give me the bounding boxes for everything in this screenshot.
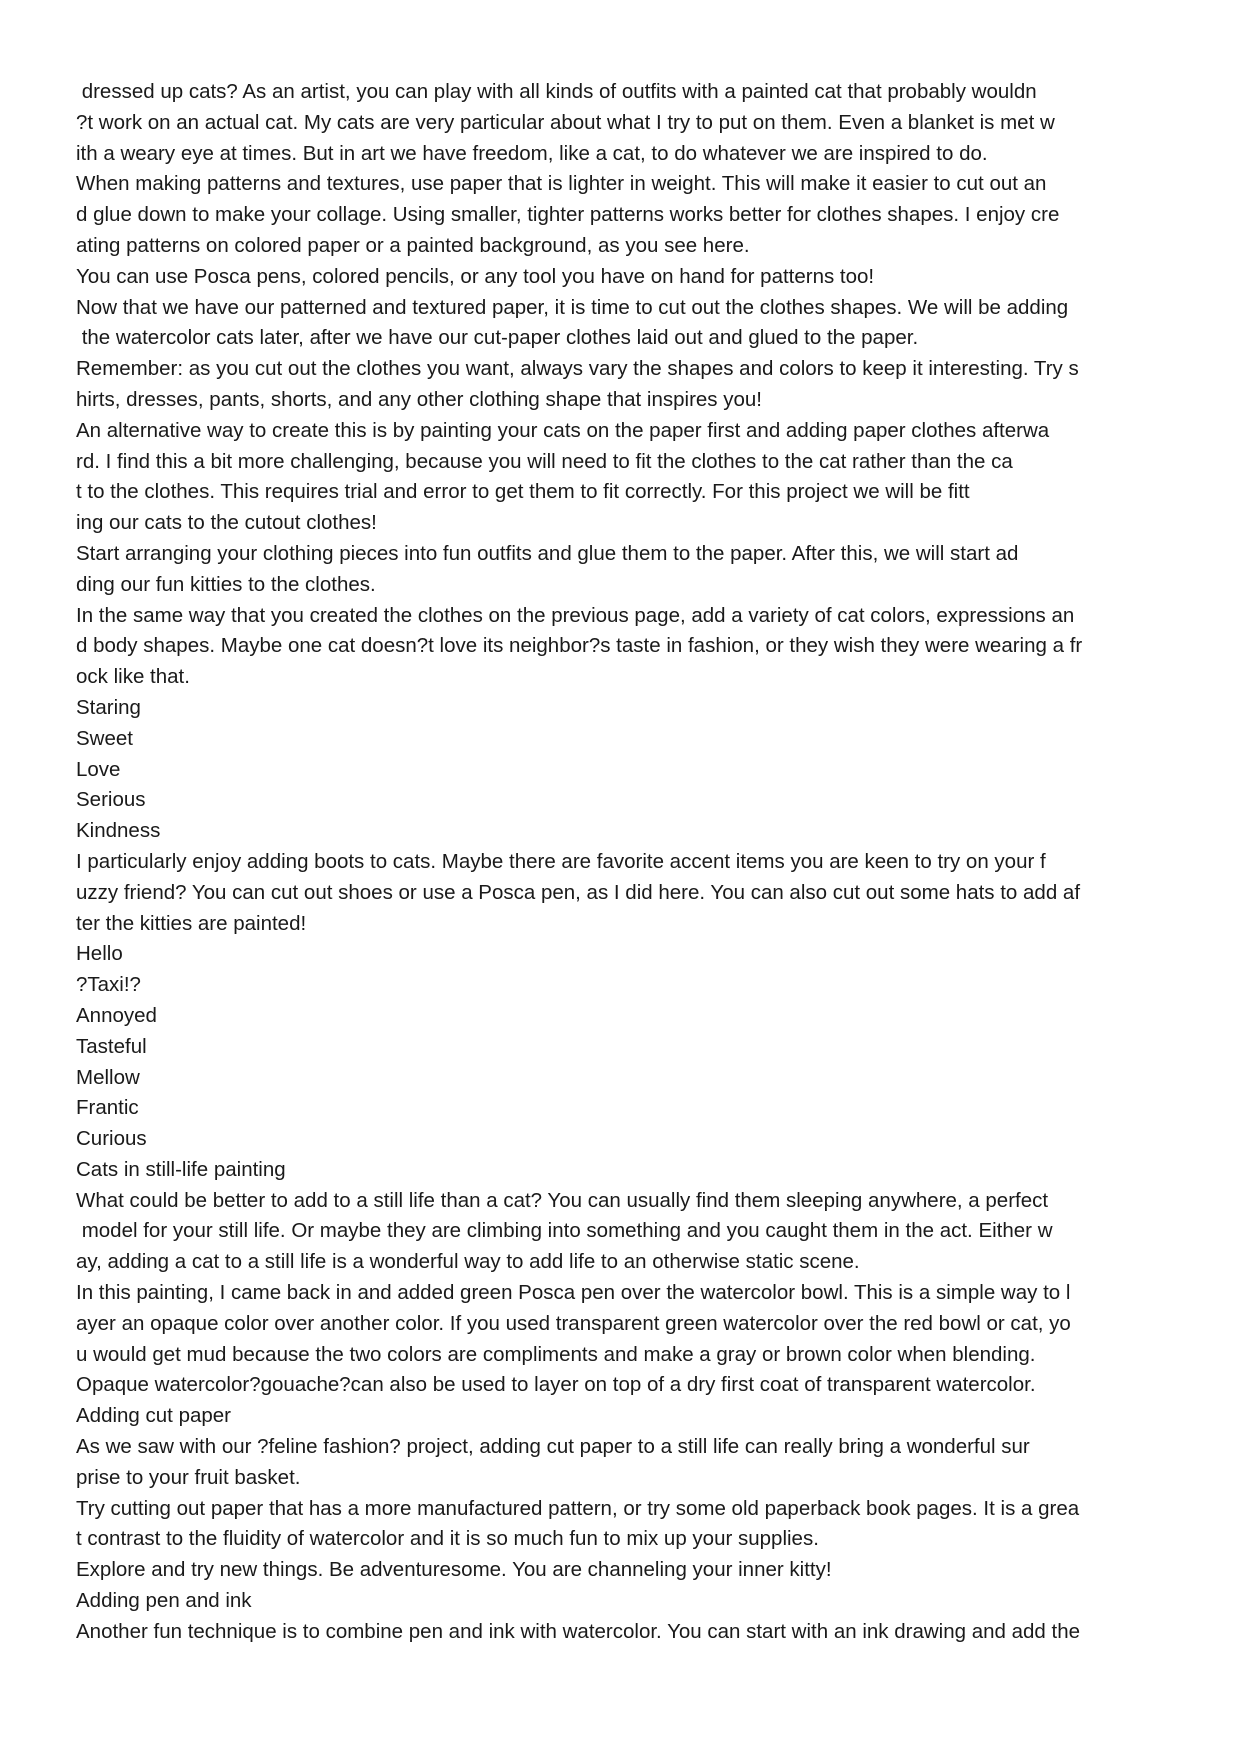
text-line: t contrast to the fluidity of watercolor and it is so much fun to mix up your supplies. xyxy=(76,1527,819,1551)
text-line: Staring xyxy=(76,695,141,719)
text-line: Tasteful xyxy=(76,1034,147,1058)
text-line: As we saw with our ?feline fashion? project, adding cut paper to a still life can really bring a wonderful sur xyxy=(76,1435,1030,1459)
text-line: ding our fun kitties to the clothes. xyxy=(76,572,376,596)
text-line: uzzy friend? You can cut out shoes or use a Posca pen, as I did here. You can also cut out some hats to add af xyxy=(76,880,1081,904)
text-line: the watercolor cats later, after we have our cut-paper clothes laid out and glued to the paper. xyxy=(76,326,919,350)
text-line: ating patterns on colored paper or a painted background, as you see here. xyxy=(76,233,750,257)
text-line: dressed up cats? As an artist, you can play with all kinds of outfits with a painted cat that probably wouldn xyxy=(76,80,1037,103)
text-line: ter the kitties are painted! xyxy=(76,911,307,935)
text-line: An alternative way to create this is by painting your cats on the paper first and adding paper clothes afterwa xyxy=(76,418,1050,442)
text-line: Mellow xyxy=(76,1065,140,1089)
text-line: Sweet xyxy=(76,726,133,750)
text-line: ock like that. xyxy=(76,665,190,689)
text-line: In this painting, I came back in and added green Posca pen over the watercolor bowl. This is a simple way to l xyxy=(76,1281,1071,1305)
text-line: Try cutting out paper that has a more manufactured pattern, or try some old paperback book pages. It is a grea xyxy=(76,1496,1080,1520)
text-line: You can use Posca pens, colored pencils, or any tool you have on hand for patterns too! xyxy=(76,264,875,288)
text-line: Cats in still-life painting xyxy=(76,1157,286,1181)
text-line: I particularly enjoy adding boots to cats. Maybe there are favorite accent items you are keen to try on your f xyxy=(76,849,1046,873)
text-line: Now that we have our patterned and textured paper, it is time to cut out the clothes shapes. We will be adding xyxy=(76,295,1069,319)
text-line: prise to your fruit basket. xyxy=(76,1465,301,1489)
text-line: What could be better to add to a still life than a cat? You can usually find them sleeping anywhere, a perfect xyxy=(76,1188,1049,1212)
text-line: In the same way that you created the clothes on the previous page, add a variety of cat colors, expressions an xyxy=(76,603,1075,627)
text-line: Love xyxy=(76,757,121,781)
text-line: Adding cut paper xyxy=(76,1404,232,1428)
text-line: rd. I find this a bit more challenging, because you will need to fit the clothes to the cat rather than the ca xyxy=(76,449,1013,473)
text-line: Explore and try new things. Be adventuresome. You are channeling your inner kitty! xyxy=(76,1558,832,1582)
text-line: Hello xyxy=(76,942,123,966)
text-line: ing our cats to the cutout clothes! xyxy=(76,511,377,535)
text-line: Serious xyxy=(76,788,146,812)
text-line: d glue down to make your collage. Using smaller, tighter patterns works better for clothes shapes. I enjoy cre xyxy=(76,203,1060,227)
text-line: Opaque watercolor?gouache?can also be used to layer on top of a dry first coat of transparent watercolor. xyxy=(76,1373,1036,1397)
document-page xyxy=(76,77,1166,1648)
text-line: t to the clothes. This requires trial and error to get them to fit correctly. For this project we will be fitt xyxy=(76,480,970,504)
text-line: ?t work on an actual cat. My cats are very particular about what I try to put on them. Even a blanket is met w xyxy=(76,110,1055,134)
text-line: Curious xyxy=(76,1127,147,1151)
text-line: Adding pen and ink xyxy=(76,1589,252,1613)
text-line: Annoyed xyxy=(76,1003,157,1027)
text-line: u would get mud because the two colors are compliments and make a gray or brown color when blending. xyxy=(76,1342,1036,1366)
text-line: ?Taxi!? xyxy=(76,973,141,997)
text-line: ayer an opaque color over another color. If you used transparent green watercolor over the red bowl or cat, yo xyxy=(76,1311,1071,1335)
text-line: Frantic xyxy=(76,1096,139,1120)
text-line: Remember: as you cut out the clothes you want, always vary the shapes and colors to keep it interesting. Try s xyxy=(76,357,1079,381)
text-line: ay, adding a cat to a still life is a wonderful way to add life to an otherwise static scene. xyxy=(76,1250,860,1274)
text-line: When making patterns and textures, use paper that is lighter in weight. This will make it easier to cut out an xyxy=(76,172,1047,196)
text-line: Start arranging your clothing pieces into fun outfits and glue them to the paper. After this, we will start ad xyxy=(76,541,1019,565)
text-line: d body shapes. Maybe one cat doesn?t love its neighbor?s taste in fashion, or they wish they were wearing a fr xyxy=(76,634,1083,658)
text-line: hirts, dresses, pants, shorts, and any other clothing shape that inspires you! xyxy=(76,387,762,411)
text-line: Another fun technique is to combine pen and ink with watercolor. You can start with an ink drawing and add the xyxy=(76,1619,1080,1643)
text-line: ith a weary eye at times. But in art we have freedom, like a cat, to do whatever we are inspired to do. xyxy=(76,141,988,165)
text-line: Kindness xyxy=(76,819,161,843)
text-line: model for your still life. Or maybe they are climbing into something and you caught them in the act. Either w xyxy=(76,1219,1053,1243)
